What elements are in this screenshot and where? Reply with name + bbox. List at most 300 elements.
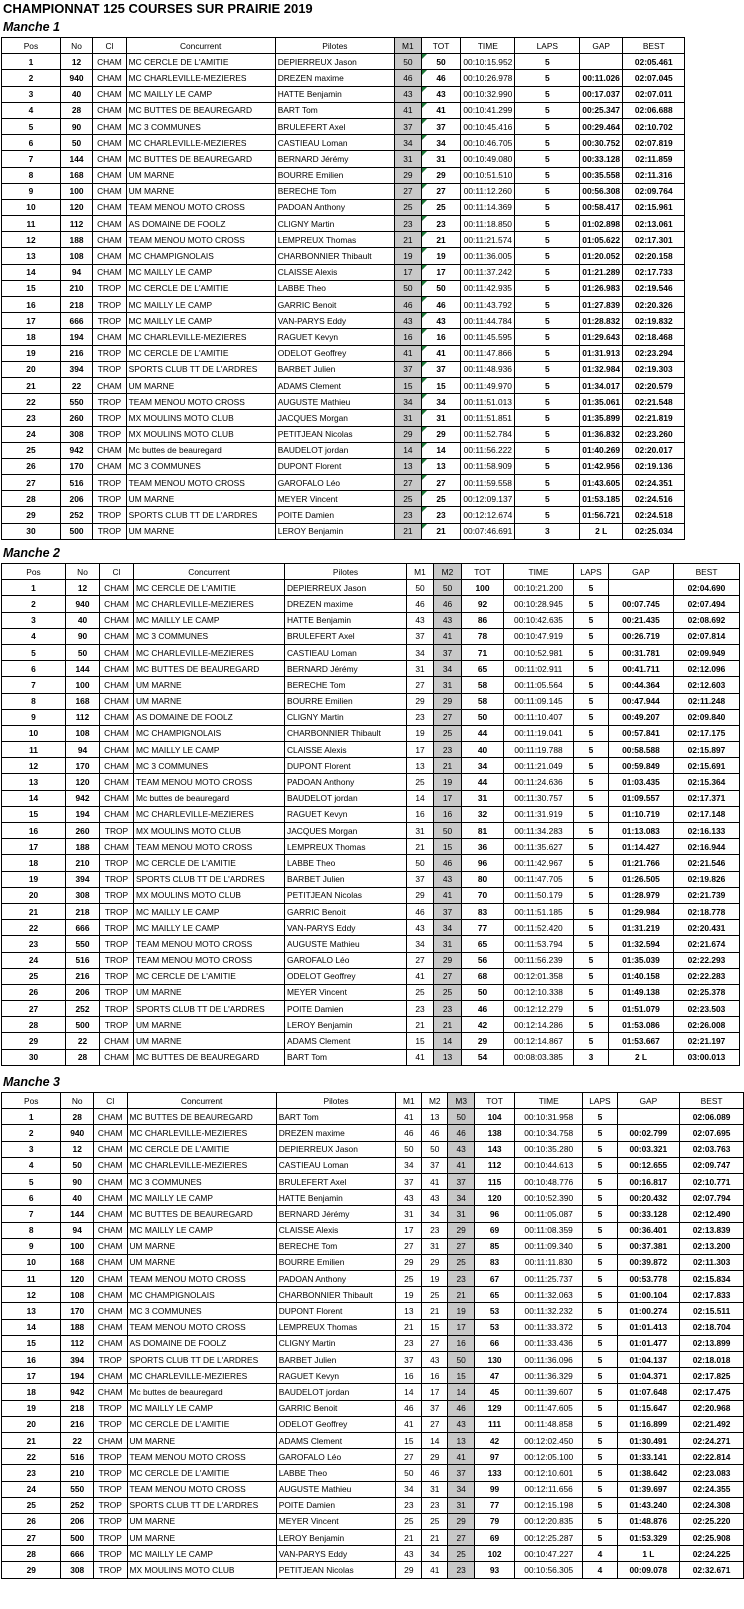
cell-best: 02:20.579	[623, 377, 685, 393]
cell-m3: 27	[448, 1530, 475, 1546]
cell-gap: 01:53.329	[617, 1530, 680, 1546]
cell-pos: 29	[2, 1562, 61, 1578]
cell-rider: HATTE Benjamin	[275, 86, 394, 102]
cell-best: 02:19.136	[623, 458, 685, 474]
cell-pos: 5	[2, 1173, 61, 1189]
cell-rider: HATTE Benjamin	[285, 612, 407, 628]
cell-best: 02:21.548	[623, 394, 685, 410]
cell-pos: 13	[2, 1303, 61, 1319]
cell-time: 00:11:56.222	[461, 442, 515, 458]
cell-no: 12	[61, 1141, 93, 1157]
cell-gap: 01:07.648	[617, 1384, 680, 1400]
cell-total: 34	[421, 394, 461, 410]
cell-no: 194	[66, 806, 100, 822]
cell-laps: 5	[574, 936, 609, 952]
cell-class: CHAM	[93, 118, 127, 134]
cell-gap: 00:59.849	[609, 758, 674, 774]
cell-total: 50	[462, 984, 504, 1000]
cell-gap: 01:03.435	[609, 774, 674, 790]
cell-best: 02:24.225	[680, 1546, 744, 1562]
cell-best: 02:15.897	[674, 742, 740, 758]
cell-best: 02:17.148	[674, 806, 740, 822]
cell-class: CHAM	[93, 264, 127, 280]
table-row	[2, 855, 740, 871]
cell-class: CHAM	[93, 135, 127, 151]
cell-class: TROP	[93, 1352, 127, 1368]
cell-laps: 5	[515, 54, 580, 70]
cell-rider: POITE Damien	[275, 507, 394, 523]
cell-class: CHAM	[100, 758, 134, 774]
cell-laps: 5	[574, 758, 609, 774]
cell-m1: 50	[395, 280, 422, 296]
cell-m2: 50	[434, 580, 462, 596]
cell-laps: 5	[583, 1513, 617, 1529]
cell-gap: 00:56.308	[580, 183, 623, 199]
cell-no: 50	[60, 135, 92, 151]
cell-rider: LEROY Benjamin	[285, 1017, 407, 1033]
cell-gap: 00:17.037	[580, 86, 623, 102]
cell-rider: LEROY Benjamin	[275, 523, 394, 539]
cell-club: TEAM MENOU MOTO CROSS	[126, 232, 275, 248]
cell-time: 00:11:47.866	[461, 345, 515, 361]
cell-rider: CLAISSE Alexis	[285, 742, 407, 758]
table-row	[2, 871, 740, 887]
cell-time: 00:11:32.063	[515, 1287, 583, 1303]
cell-m3: 29	[448, 1222, 475, 1238]
cell-pos: 24	[2, 952, 66, 968]
cell-no: 120	[61, 1271, 93, 1287]
cell-class: CHAM	[93, 1384, 127, 1400]
cell-m1: 41	[407, 1049, 434, 1065]
cell-class: TROP	[93, 1562, 127, 1578]
cell-class: TROP	[93, 1449, 127, 1465]
cell-m2: 29	[434, 693, 462, 709]
cell-gap: 2 L	[609, 1049, 674, 1065]
cell-rider: MEYER Vincent	[276, 1513, 396, 1529]
cell-gap: 01:31.219	[609, 920, 674, 936]
table-row	[2, 693, 740, 709]
table-row	[2, 54, 744, 70]
cell-best: 02:20.017	[623, 442, 685, 458]
cell-m2: 21	[422, 1530, 448, 1546]
cell-gap: 00:26.719	[609, 628, 674, 644]
cell-no: 206	[66, 984, 100, 1000]
cell-club: TEAM MENOU MOTO CROSS	[126, 199, 275, 215]
cell-gap: 00:03.321	[617, 1141, 680, 1157]
cell-pos: 10	[2, 725, 66, 741]
cell-class: CHAM	[100, 790, 134, 806]
cell-pos: 20	[2, 361, 61, 377]
cell-gap: 01:01.477	[617, 1335, 680, 1351]
cell-best: 02:24.351	[623, 475, 685, 491]
cell-time: 00:11:51.851	[461, 410, 515, 426]
cell-best: 02:15.364	[674, 774, 740, 790]
cell-laps: 5	[583, 1222, 617, 1238]
cell-no: 516	[61, 1449, 93, 1465]
cell-m1: 41	[407, 968, 434, 984]
cell-best: 02:15.691	[674, 758, 740, 774]
cell-time: 00:11:45.595	[461, 329, 515, 345]
cell-m2: 37	[422, 1157, 448, 1173]
cell-class: CHAM	[93, 183, 127, 199]
cell-laps: 5	[583, 1190, 617, 1206]
cell-pos: 5	[2, 118, 61, 134]
cell-total: 27	[421, 475, 461, 491]
cell-m1: 46	[396, 1400, 422, 1416]
cell-club: AS DOMAINE DE FOOLZ	[134, 709, 285, 725]
cell-club: MC CHARLEVILLE-MEZIERES	[126, 135, 275, 151]
cell-m3: 43	[448, 1141, 475, 1157]
cell-laps: 5	[574, 903, 609, 919]
cell-time: 00:11:10.407	[504, 709, 574, 725]
cell-class: TROP	[93, 1416, 127, 1432]
cell-gap: 00:58.588	[609, 742, 674, 758]
cell-club: MC CERCLE DE L'AMITIE	[134, 580, 285, 596]
cell-m2: 19	[422, 1271, 448, 1287]
cell-pos: 22	[2, 1449, 61, 1465]
cell-rider: VAN-PARYS Eddy	[275, 313, 394, 329]
cell-total: 81	[462, 823, 504, 839]
cell-no: 94	[60, 264, 92, 280]
cell-gap	[609, 580, 674, 596]
cell-class: CHAM	[93, 167, 127, 183]
cell-best: 02:03.763	[680, 1141, 744, 1157]
cell-m2: 17	[434, 790, 462, 806]
table-row	[2, 1125, 744, 1141]
cell-time: 00:08:03.385	[504, 1049, 574, 1065]
cell-pos: 22	[2, 394, 61, 410]
cell-total: 19	[421, 248, 461, 264]
table-row	[2, 297, 744, 313]
header-gap: GAP	[617, 1093, 680, 1109]
cell-m1: 34	[395, 135, 422, 151]
cell-class: CHAM	[93, 216, 127, 232]
cell-no: 28	[66, 1049, 100, 1065]
cell-best: 02:10.702	[623, 118, 685, 134]
table-row	[2, 661, 740, 677]
cell-rider: DREZEN maxime	[285, 596, 407, 612]
table-row	[2, 1109, 744, 1125]
cell-best: 02:17.175	[674, 725, 740, 741]
cell-time: 00:11:24.636	[504, 774, 574, 790]
cell-m1: 41	[395, 102, 422, 118]
cell-time: 00:10:46.705	[461, 135, 515, 151]
table-row	[2, 1049, 740, 1065]
cell-laps: 5	[515, 86, 580, 102]
cell-time: 00:10:21.200	[504, 580, 574, 596]
cell-m3: 50	[448, 1352, 475, 1368]
cell-class: TROP	[93, 1481, 127, 1497]
cell-club: MC BUTTES DE BEAUREGARD	[134, 1049, 285, 1065]
cell-laps: 5	[574, 709, 609, 725]
cell-m1: 21	[396, 1530, 422, 1546]
cell-club: SPORTS CLUB TT DE L'ARDRES	[126, 507, 275, 523]
cell-no: 168	[60, 167, 92, 183]
cell-pos: 11	[2, 216, 61, 232]
cell-total: 45	[475, 1384, 515, 1400]
cell-pos: 4	[2, 1157, 61, 1173]
table-row	[2, 264, 744, 280]
table-row	[2, 475, 744, 491]
cell-best: 02:07.814	[674, 628, 740, 644]
cell-class: TROP	[100, 920, 134, 936]
cell-time: 00:11:51.185	[504, 903, 574, 919]
cell-gap: 01:38.642	[617, 1465, 680, 1481]
header-rider: Pilotes	[275, 38, 394, 54]
cell-best: 02:15.511	[680, 1303, 744, 1319]
cell-laps: 5	[515, 394, 580, 410]
cell-time: 00:12:10.601	[515, 1465, 583, 1481]
cell-club: MC 3 COMMUNES	[126, 458, 275, 474]
cell-pos: 8	[2, 693, 66, 709]
cell-total: 65	[475, 1287, 515, 1303]
header-laps: LAPS	[515, 38, 580, 54]
table-header-row	[2, 38, 744, 54]
cell-pos: 29	[2, 1033, 66, 1049]
table-row	[2, 1432, 744, 1448]
cell-gap: 00:57.841	[609, 725, 674, 741]
cell-no: 144	[61, 1206, 93, 1222]
cell-class: TROP	[93, 1465, 127, 1481]
cell-time: 00:11:09.340	[515, 1238, 583, 1254]
cell-club: UM MARNE	[126, 377, 275, 393]
cell-m2: 27	[422, 1335, 448, 1351]
cell-class: CHAM	[93, 442, 127, 458]
cell-no: 40	[66, 612, 100, 628]
cell-total: 115	[475, 1173, 515, 1189]
cell-laps: 5	[515, 442, 580, 458]
cell-time: 00:12:12.674	[461, 507, 515, 523]
cell-total: 29	[421, 167, 461, 183]
cell-best: 02:07.695	[680, 1125, 744, 1141]
cell-m1: 37	[395, 361, 422, 377]
cell-club: UM MARNE	[127, 1513, 276, 1529]
cell-class: CHAM	[93, 1335, 127, 1351]
cell-club: MC MAILLY LE CAMP	[134, 920, 285, 936]
table-row	[2, 394, 744, 410]
table-row	[2, 612, 740, 628]
cell-time: 00:11:39.607	[515, 1384, 583, 1400]
cell-no: 500	[60, 523, 92, 539]
cell-laps: 5	[574, 839, 609, 855]
cell-no: 50	[66, 644, 100, 660]
cell-m1: 27	[407, 952, 434, 968]
cell-rider: MEYER Vincent	[285, 984, 407, 1000]
table-header-row	[2, 564, 740, 580]
table-row	[2, 1222, 744, 1238]
cell-pos: 6	[2, 661, 66, 677]
cell-club: MC MAILLY LE CAMP	[134, 742, 285, 758]
cell-time: 00:11:05.564	[504, 677, 574, 693]
table-row	[2, 628, 740, 644]
cell-laps: 5	[515, 199, 580, 215]
cell-no: 210	[61, 1465, 93, 1481]
cell-pos: 23	[2, 1465, 61, 1481]
cell-m1: 34	[396, 1157, 422, 1173]
cell-total: 78	[462, 628, 504, 644]
cell-no: 942	[60, 442, 92, 458]
cell-m1: 37	[396, 1173, 422, 1189]
cell-pos: 26	[2, 458, 61, 474]
cell-club: MC CERCLE DE L'AMITIE	[126, 54, 275, 70]
header-rider: Pilotes	[276, 1093, 396, 1109]
cell-total: 50	[421, 54, 461, 70]
cell-club: MC CERCLE DE L'AMITIE	[127, 1465, 276, 1481]
cell-rider: LEMPREUX Thomas	[285, 839, 407, 855]
cell-class: CHAM	[100, 725, 134, 741]
cell-laps: 5	[574, 742, 609, 758]
cell-class: CHAM	[100, 580, 134, 596]
cell-time: 00:11:21.574	[461, 232, 515, 248]
cell-time: 00:10:35.280	[515, 1141, 583, 1157]
cell-class: CHAM	[100, 742, 134, 758]
cell-no: 188	[60, 232, 92, 248]
cell-gap: 01:09.557	[609, 790, 674, 806]
cell-m1: 37	[395, 118, 422, 134]
cell-gap: 00:31.781	[609, 644, 674, 660]
cell-gap: 01:48.876	[617, 1513, 680, 1529]
cell-pos: 8	[2, 1222, 61, 1238]
cell-laps: 5	[574, 1001, 609, 1017]
cell-pos: 4	[2, 102, 61, 118]
cell-m2: 43	[434, 871, 462, 887]
cell-best: 02:11.859	[623, 151, 685, 167]
cell-class: TROP	[93, 1400, 127, 1416]
cell-m3: 25	[448, 1546, 475, 1562]
cell-pos: 19	[2, 1400, 61, 1416]
table-row	[2, 1303, 744, 1319]
cell-laps: 5	[515, 135, 580, 151]
cell-gap: 01:29.643	[580, 329, 623, 345]
cell-time: 00:11:44.784	[461, 313, 515, 329]
cell-laps: 5	[583, 1335, 617, 1351]
cell-m1: 21	[396, 1319, 422, 1335]
table-row	[2, 118, 744, 134]
cell-laps: 5	[515, 297, 580, 313]
table-row	[2, 596, 740, 612]
cell-m3: 16	[448, 1335, 475, 1351]
header-gap: GAP	[609, 564, 674, 580]
cell-total: 53	[475, 1303, 515, 1319]
cell-class: CHAM	[93, 54, 127, 70]
cell-total: 92	[462, 596, 504, 612]
cell-m2: 31	[422, 1238, 448, 1254]
cell-m1: 15	[396, 1432, 422, 1448]
cell-time: 00:10:45.416	[461, 118, 515, 134]
cell-total: 104	[475, 1109, 515, 1125]
cell-m1: 46	[395, 297, 422, 313]
cell-club: MC CERCLE DE L'AMITIE	[126, 345, 275, 361]
cell-club: MC CHARLEVILLE-MEZIERES	[134, 806, 285, 822]
cell-total: 37	[421, 361, 461, 377]
cell-laps: 5	[583, 1368, 617, 1384]
cell-no: 168	[61, 1254, 93, 1270]
cell-total: 42	[462, 1017, 504, 1033]
cell-laps: 5	[583, 1271, 617, 1287]
manche-1-table	[1, 37, 744, 540]
cell-club: MC 3 COMMUNES	[134, 628, 285, 644]
cell-laps: 5	[574, 774, 609, 790]
cell-m3: 41	[448, 1157, 475, 1173]
cell-m2: 13	[434, 1049, 462, 1065]
cell-no: 90	[66, 628, 100, 644]
cell-no: 666	[60, 313, 92, 329]
cell-no: 940	[61, 1125, 93, 1141]
cell-class: CHAM	[93, 1173, 127, 1189]
cell-no: 40	[61, 1190, 93, 1206]
cell-best: 02:12.096	[674, 661, 740, 677]
cell-total: 54	[462, 1049, 504, 1065]
cell-no: 394	[61, 1352, 93, 1368]
cell-m1: 23	[396, 1335, 422, 1351]
header-total: TOT	[421, 38, 461, 54]
cell-gap: 01:28.832	[580, 313, 623, 329]
cell-rider: PETITJEAN Nicolas	[275, 426, 394, 442]
cell-m3: 17	[448, 1319, 475, 1335]
cell-m1: 37	[407, 871, 434, 887]
cell-time: 00:10:47.919	[504, 628, 574, 644]
cell-best: 02:13.200	[680, 1238, 744, 1254]
cell-gap: 01:26.505	[609, 871, 674, 887]
cell-class: TROP	[93, 491, 127, 507]
cell-m2: 25	[422, 1287, 448, 1303]
table-row	[2, 790, 740, 806]
table-row	[2, 1530, 744, 1546]
cell-total: 83	[475, 1254, 515, 1270]
cell-class: CHAM	[93, 70, 127, 86]
cell-total: 15	[421, 377, 461, 393]
cell-time: 00:12:15.198	[515, 1497, 583, 1513]
cell-no: 12	[60, 54, 92, 70]
cell-m2: 19	[434, 774, 462, 790]
cell-pos: 1	[2, 1109, 61, 1125]
cell-time: 00:11:42.935	[461, 280, 515, 296]
cell-laps: 5	[583, 1432, 617, 1448]
table-row	[2, 151, 744, 167]
cell-total: 56	[462, 952, 504, 968]
cell-m3: 14	[448, 1384, 475, 1400]
cell-time: 00:10:47.227	[515, 1546, 583, 1562]
cell-m1: 25	[396, 1271, 422, 1287]
cell-gap: 00:25.347	[580, 102, 623, 118]
cell-laps: 5	[574, 596, 609, 612]
cell-no: 90	[60, 118, 92, 134]
cell-class: CHAM	[93, 1141, 127, 1157]
cell-gap: 01:14.427	[609, 839, 674, 855]
cell-laps: 5	[515, 151, 580, 167]
cell-pos: 12	[2, 232, 61, 248]
cell-m1: 46	[407, 903, 434, 919]
cell-m2: 23	[434, 1001, 462, 1017]
cell-best: 02:21.739	[674, 887, 740, 903]
cell-total: 69	[475, 1530, 515, 1546]
cell-total: 13	[421, 458, 461, 474]
table-row	[2, 1400, 744, 1416]
cell-rider: ODELOT Geoffrey	[275, 345, 394, 361]
table-row	[2, 1497, 744, 1513]
cell-laps: 5	[574, 661, 609, 677]
cell-pos: 28	[2, 1017, 66, 1033]
cell-best: 02:25.034	[623, 523, 685, 539]
cell-m2: 43	[422, 1190, 448, 1206]
cell-m3: 13	[448, 1432, 475, 1448]
cell-no: 260	[66, 823, 100, 839]
cell-m1: 15	[395, 377, 422, 393]
cell-class: TROP	[93, 361, 127, 377]
table-row	[2, 1238, 744, 1254]
table-header-row	[2, 1093, 744, 1109]
cell-m1: 27	[396, 1449, 422, 1465]
